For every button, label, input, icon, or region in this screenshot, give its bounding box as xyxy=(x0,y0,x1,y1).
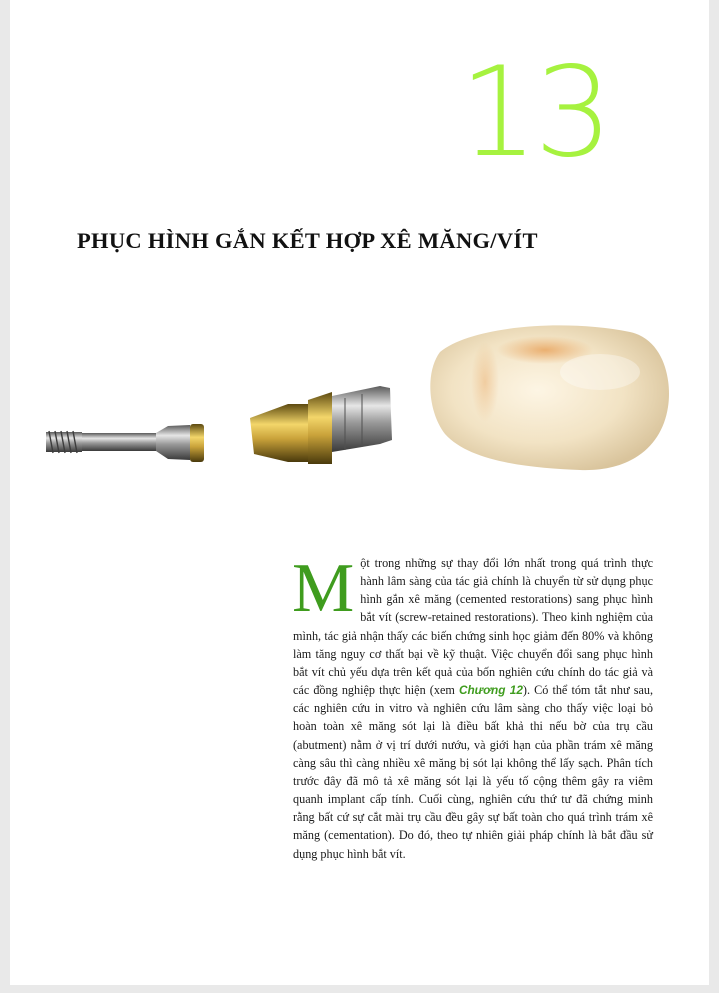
abutment-icon xyxy=(250,386,392,464)
drop-cap-letter: M xyxy=(292,550,355,627)
implant-components-illustration xyxy=(40,312,670,482)
chapter-reference-link[interactable]: Chương 12 xyxy=(458,683,523,698)
chapter-intro-paragraph xyxy=(292,550,653,863)
book-page xyxy=(10,0,709,985)
paragraph-text-part-2: ). Có thể tóm tắt như sau, các nghiên cứu in vitro và nghiên cứu lâm sàng cho thấy việc loại bỏ hoàn toàn xê măng sót lại là điều bất khả thi nếu bờ của trụ cầu (abutment) nằm ở vị trí dưới nướu, và giới hạn của phần trám xê măng càng sâu thì càng nhiều xê măng bị sót lại không thể lấy sạch. Phân tích trước đây đã mô tả xê măng sót lại là yếu tố cộng thêm gây ra viêm quanh implant cấp tính. Cuối cùng, nghiên cứu thứ tư đã chứng minh rằng bất cứ sự cắt mài trụ cầu đều gây sự bất toàn cho quá trình trám xê măng (cementation). Do đó, theo tự nhiên giải pháp chính là bắt đầu sử dụng phục hình bắt vít. xyxy=(293,683,653,861)
screw-icon xyxy=(46,424,204,462)
crown-icon xyxy=(430,325,669,470)
chapter-number: 13 xyxy=(459,41,609,185)
paragraph-text-part-1: ột trong những sự thay đổi lớn nhất trong quá trình thực hành lâm sàng của tác giả chính là chuyển từ sử dụng phục hình gắn xê măng (cemented restorations) sang phục hình bắt vít (screw-retained restorations). Theo kinh nghiệm của mình, tác giả nhận thấy các biến chứng sinh học giảm đến 80% và không làm tăng nguy cơ thất bại về kỹ thuật. Việc chuyển đổi sang phục hình bắt vít chủ yếu dựa trên kết quả của bốn nghiên cứu chính do tác giả và các đồng nghiệp thực hiện (xem xyxy=(293,556,653,698)
chapter-title: PHỤC HÌNH GẮN KẾT HỢP XÊ MĂNG/VÍT xyxy=(77,228,538,253)
